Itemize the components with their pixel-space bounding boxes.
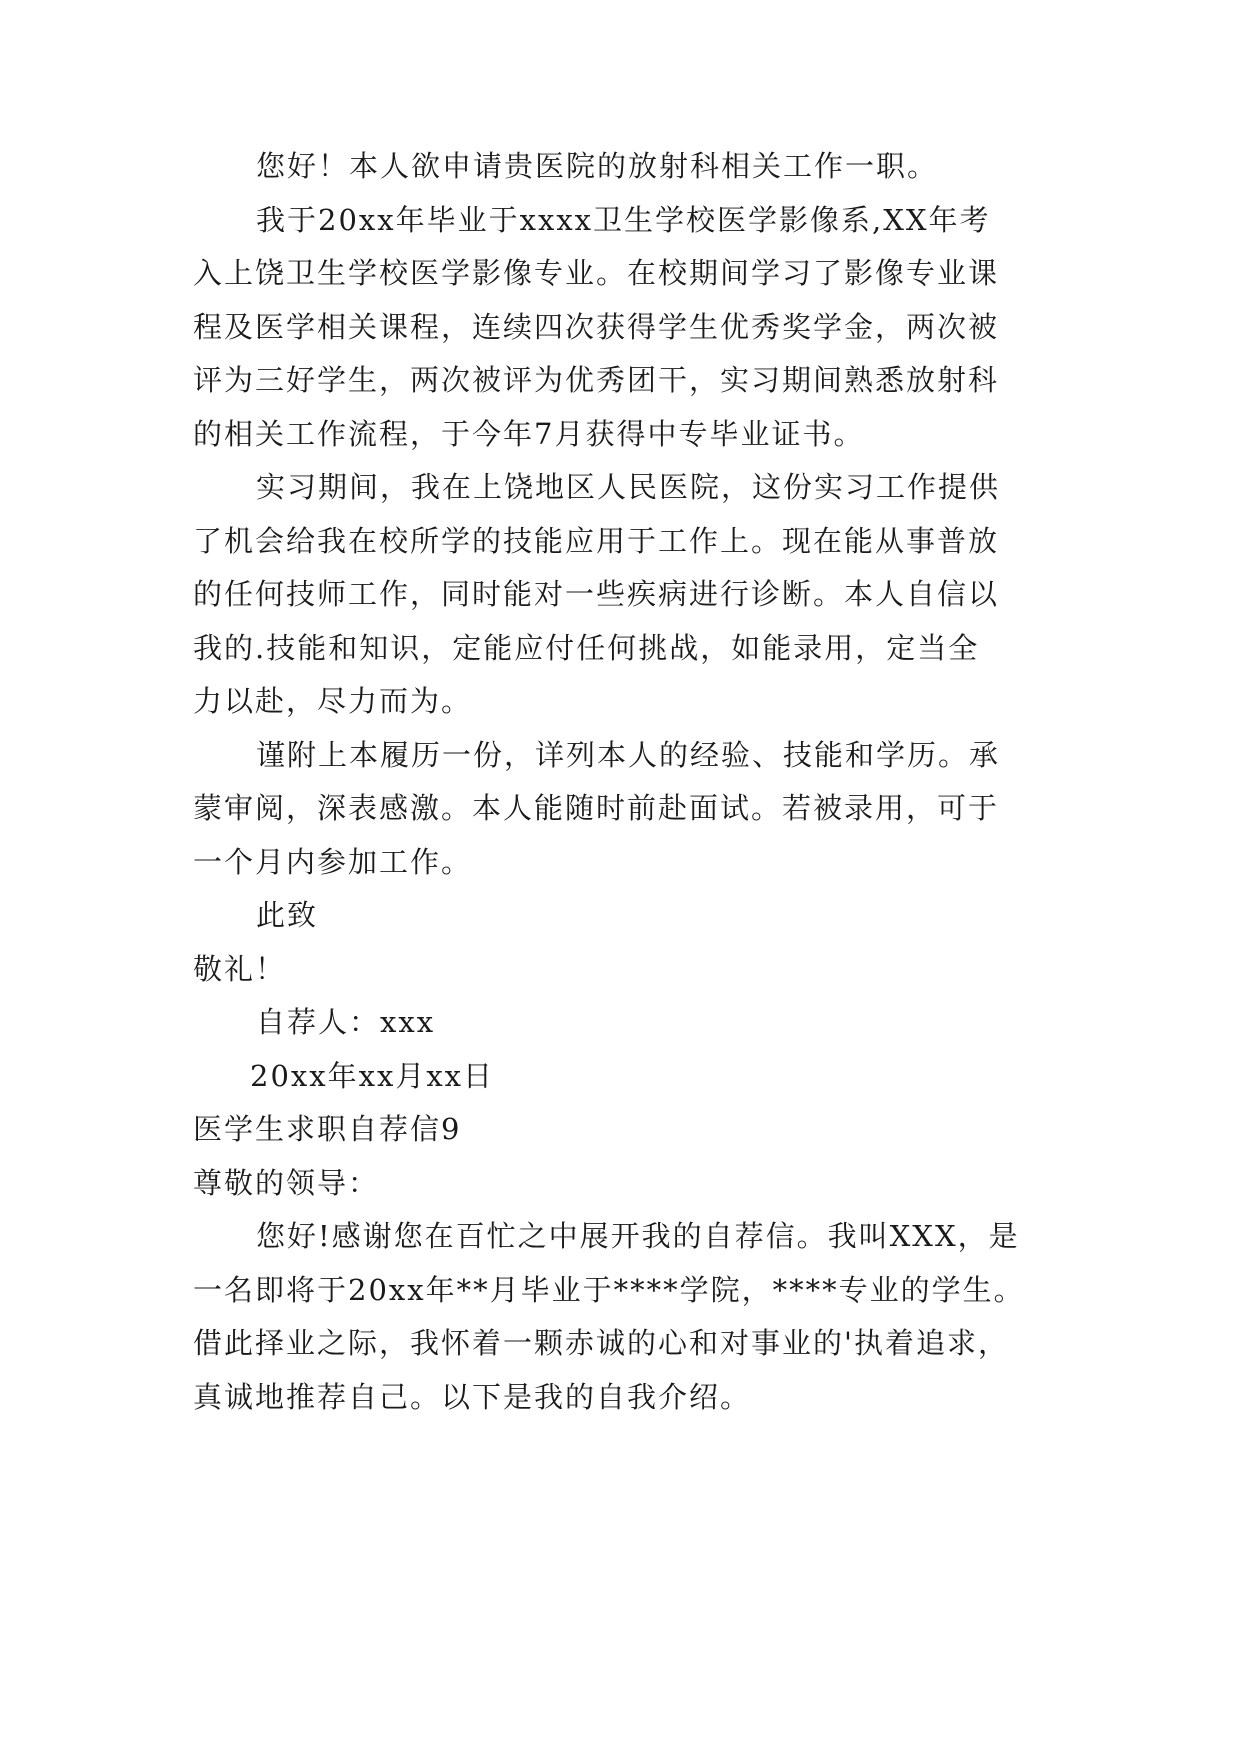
date-line: 20xx年xx月xx日 — [250, 1059, 495, 1093]
text-line: 实习期间，我在上饶地区人民医院，这份实习工作提供 — [256, 470, 1001, 504]
closing-salutation: 此致 — [256, 898, 319, 932]
text-line: 了机会给我在校所学的技能应用于工作上。现在能从事普放 — [193, 524, 1000, 558]
text-line: 力以赴，尽力而为。 — [193, 684, 473, 718]
text-line: 借此择业之际，我怀着一颗赤诚的心和对事业的'执着追求， — [193, 1326, 1009, 1360]
text-line: 程及医学相关课程，连续四次获得学生优秀奖学金，两次被 — [193, 310, 1000, 344]
greeting: 尊敬的领导： — [193, 1166, 380, 1200]
text-line: 入上饶卫生学校医学影像专业。在校期间学习了影像专业课 — [193, 256, 1000, 290]
signature-line: 自荐人：xxx — [256, 1005, 436, 1039]
section-title: 医学生求职自荐信9 — [193, 1112, 462, 1146]
text-line: 一个月内参加工作。 — [193, 845, 473, 879]
text-line: 您好!感谢您在百忙之中展开我的自荐信。我叫XXX，是 — [256, 1219, 1020, 1253]
text-line: 评为三好学生，两次被评为优秀团干，实习期间熟悉放射科 — [193, 363, 1000, 397]
text-line: 一名即将于20xx年**月毕业于****学院，****专业的学生。 — [193, 1273, 1025, 1307]
text-line: 的相关工作流程，于今年7月获得中专毕业证书。 — [193, 417, 865, 451]
text-line: 谨附上本履历一份，详列本人的经验、技能和学历。承 — [256, 738, 1001, 772]
text-line: 我于20xx年毕业于xxxx卫生学校医学影像系,XX年考 — [256, 203, 991, 237]
closing-regards: 敬礼！ — [193, 952, 287, 986]
text-line: 蒙审阅，深表感激。本人能随时前赴面试。若被录用，可于 — [193, 791, 1000, 825]
text-line: 您好！本人欲申请贵医院的放射科相关工作一职。 — [256, 149, 939, 183]
text-line: 的任何技师工作，同时能对一些疾病进行诊断。本人自信以 — [193, 577, 1000, 611]
text-line: 真诚地推荐自己。以下是我的自我介绍。 — [193, 1380, 752, 1414]
text-line: 我的.技能和知识，定能应付任何挑战，如能录用，定当全 — [193, 631, 980, 665]
